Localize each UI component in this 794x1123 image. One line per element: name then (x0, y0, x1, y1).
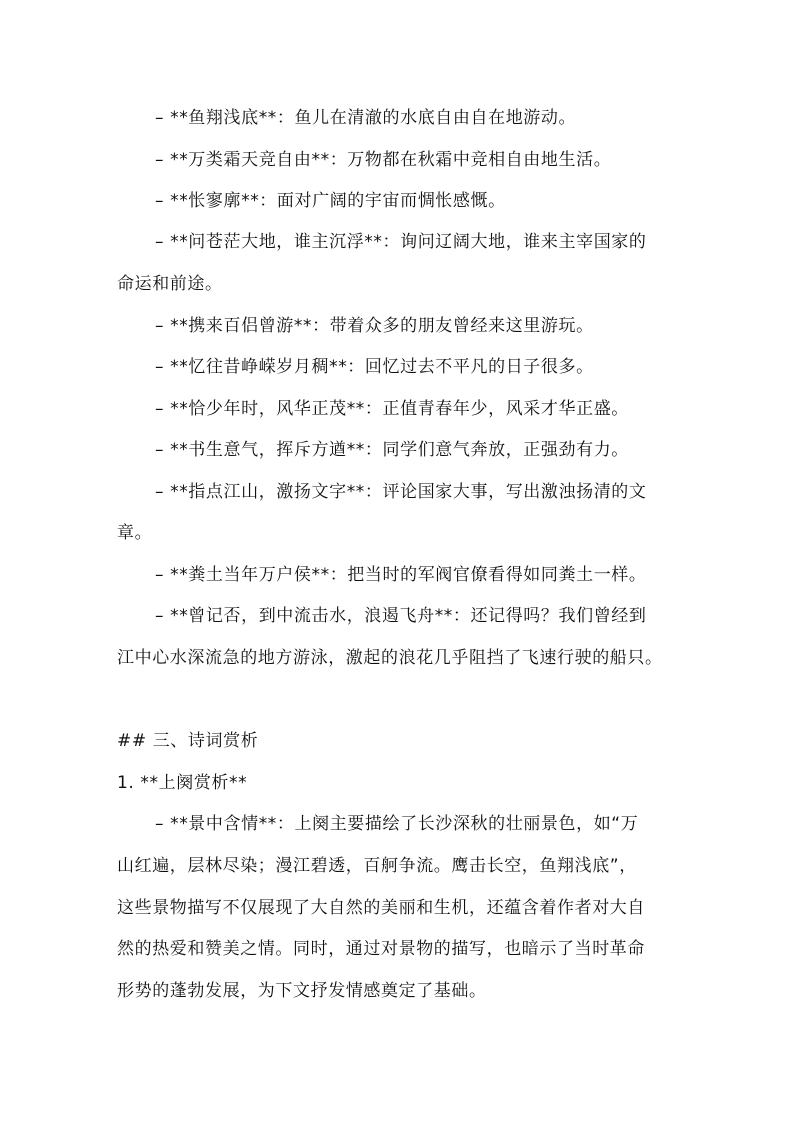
glossary-item-zhi-dian-jiang-shan-line-2: 章。 (117, 523, 153, 543)
glossary-item-qia-shao-nian: – **恰少年时，风华正茂**：正值青春年少，风采才华正盛。 (155, 399, 629, 419)
glossary-item-shu-sheng-yi-qi: – **书生意气，挥斥方遒**：同学们意气奔放，正强劲有力。 (155, 440, 629, 460)
analysis-paragraph-line-2: 山红遍，层林尽染；漫江碧透，百舸争流。鹰击长空，鱼翔浅底”， (117, 856, 637, 876)
glossary-item-wen-cang-mang-line-1: – **问苍茫大地，谁主沉浮**：询问辽阔大地，谁来主宰国家的 (155, 232, 647, 252)
subsection-heading: 1. **上阕赏析** (117, 773, 248, 793)
analysis-paragraph-line-3: 这些景物描写不仅展现了大自然的美丽和生机，还蕴含着作者对大自 (117, 898, 645, 918)
glossary-item-yi-wang-xi: – **忆往昔峥嵘岁月稠**：回忆过去不平凡的日子很多。 (155, 357, 594, 377)
glossary-item-wan-lei-shuang-tian: – **万类霜天竞自由**：万物都在秋霜中竞相自由地生活。 (155, 150, 612, 170)
analysis-paragraph-line-5: 形势的蓬勃发展，为下文抒发情感奠定了基础。 (117, 981, 487, 1001)
glossary-item-yu-xiang-qian-di: – **鱼翔浅底**：鱼儿在清澈的水底自由自在地游动。 (155, 108, 577, 128)
glossary-item-zeng-ji-fou-line-2: 江中心水深流急的地方游泳，激起的浪花几乎阻挡了飞速行驶的船只。 (117, 648, 663, 668)
glossary-item-fen-tu: – **粪土当年万户侯**：把当时的军阀官僚看得如同粪土一样。 (155, 565, 647, 585)
analysis-paragraph-line-4: 然的热爱和赞美之情。同时，通过对景物的描写，也暗示了当时革命 (117, 939, 645, 959)
section-heading: ## 三、诗词赏析 (117, 731, 259, 751)
glossary-item-zhi-dian-jiang-shan-line-1: – **指点江山，激扬文字**：评论国家大事，写出激浊扬清的文 (155, 482, 647, 502)
glossary-item-xie-lai-bai-lv: – **携来百侣曾游**：带着众多的朋友曾经来这里游玩。 (155, 316, 594, 336)
glossary-item-wen-cang-mang-line-2: 命运和前途。 (117, 274, 223, 294)
glossary-item-chang-liao-kuo: – **怅寥廓**：面对广阔的宇宙而惆怅感慨。 (155, 191, 506, 211)
glossary-item-zeng-ji-fou-line-1: – **曾记否，到中流击水，浪遏飞舟**：还记得吗？我们曾经到 (155, 606, 647, 626)
analysis-paragraph-line-1: – **景中含情**：上阕主要描绘了长沙深秋的壮丽景色，如“万 (155, 814, 639, 834)
